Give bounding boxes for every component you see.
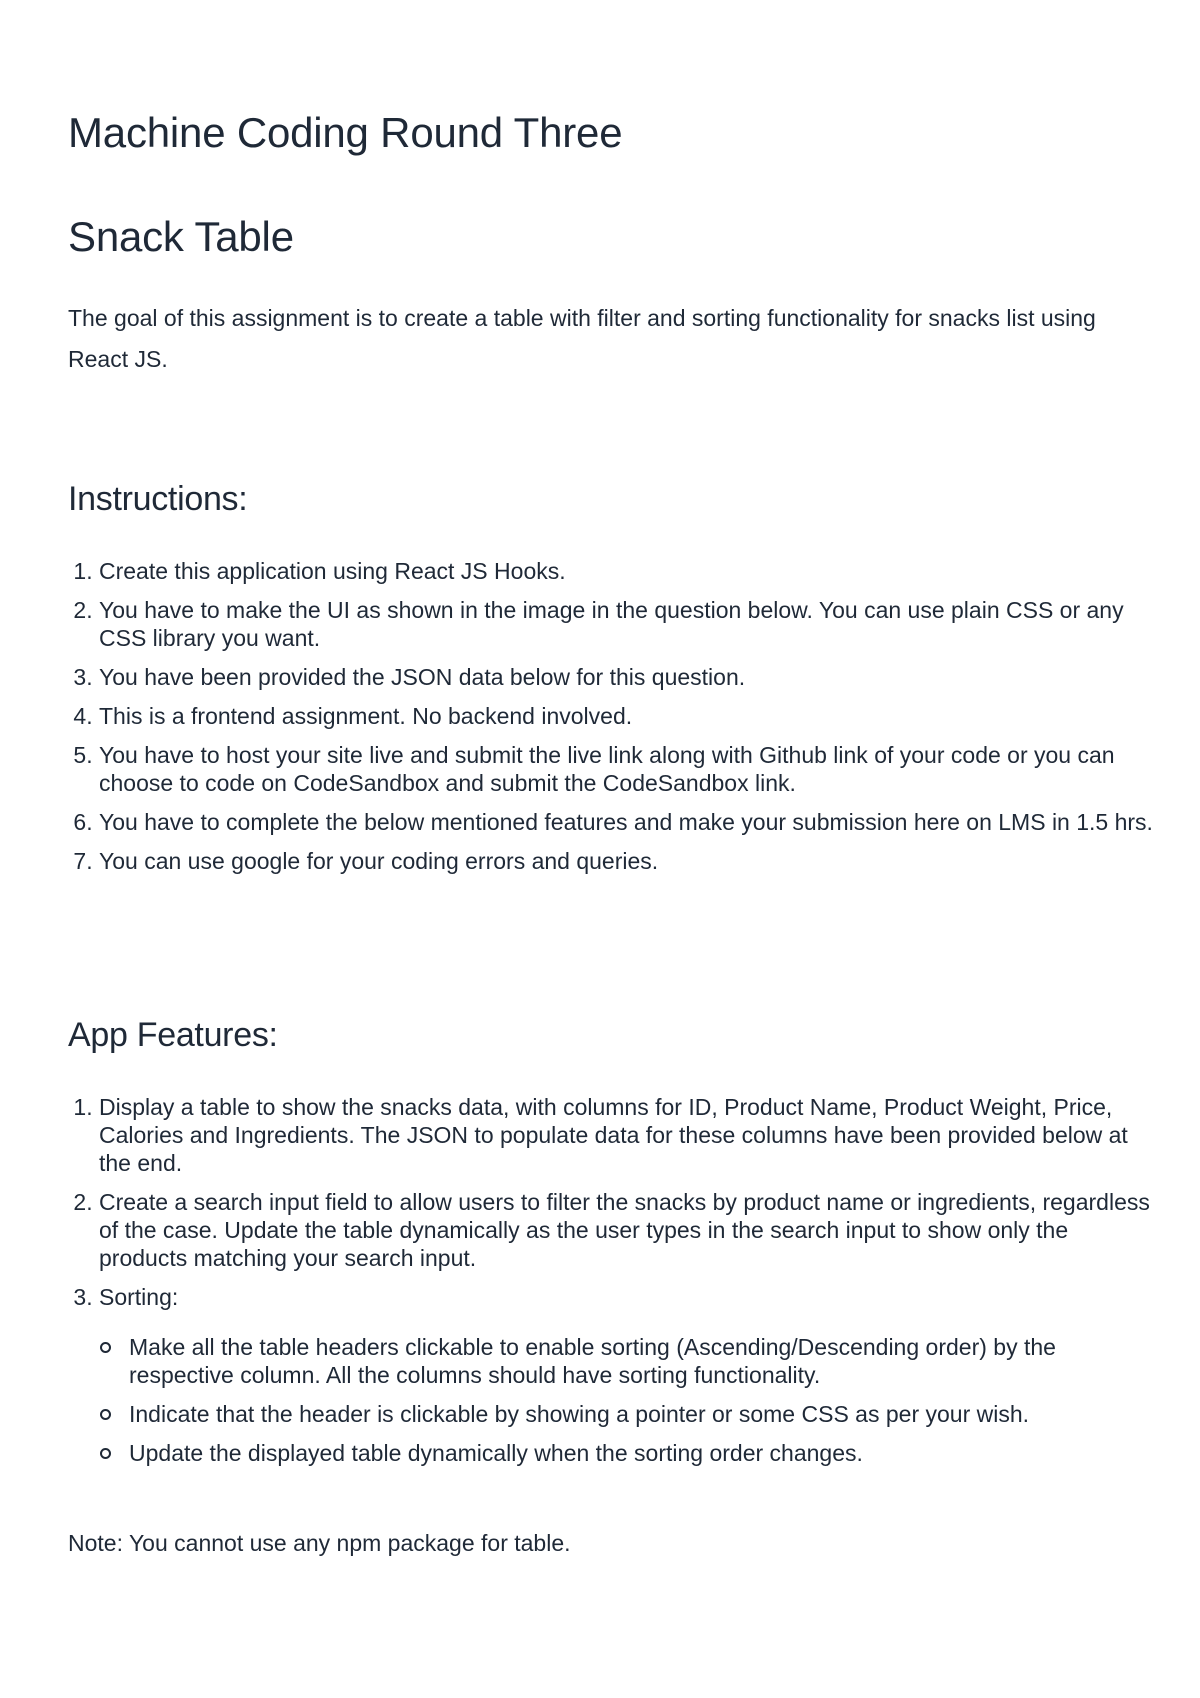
instruction-item: 7. You can use google for your coding errors and queries. [99, 847, 1159, 875]
page-subtitle: Snack Table [68, 213, 294, 260]
instruction-item: 3. You have been provided the JSON data below for this question. [99, 663, 1159, 691]
instructions-heading: Instructions: [68, 480, 248, 518]
instruction-item: 6. You have to complete the below mentioned features and make your submission here on LMS in 1.5 hrs. [99, 808, 1159, 836]
circle-bullet-icon [100, 1448, 111, 1459]
sorting-subitem [129, 1400, 1159, 1428]
app-features-list [68, 1093, 1159, 1478]
circle-bullet-icon [100, 1342, 111, 1353]
feature-item [99, 1283, 1159, 1467]
feature-item-text: Create a search input field to allow users to filter the snacks by product name or ingredients, regardless of the case. Update the table dynamically as the user types in the search input to show only the products matching your search input. [99, 1189, 1150, 1271]
page-title: Machine Coding Round Three [68, 109, 623, 156]
app-features-heading: App Features: [68, 1016, 278, 1054]
sorting-subitem-text: Make all the table headers clickable to enable sorting (Ascending/Descending order) by the respective column. All the columns should have sorting functionality. [129, 1334, 1056, 1388]
feature-item [99, 1093, 1159, 1177]
feature-item-text: Display a table to show the snacks data, with columns for ID, Product Name, Product Weight, Price, Calories and Ingredients. The JSON to populate data for these columns have been provided below at the end. [99, 1094, 1128, 1176]
sorting-sublist [99, 1333, 1159, 1467]
intro-paragraph: The goal of this assignment is to create a table with filter and sorting functionality for snacks list using React JS. [68, 305, 1096, 372]
feature-item-text: Sorting: [99, 1284, 179, 1310]
sorting-subitem [129, 1333, 1159, 1389]
sorting-subitem-text: Update the displayed table dynamically when the sorting order changes. [129, 1440, 863, 1466]
note-text: Note: You cannot use any npm package for table. [68, 1530, 571, 1556]
instruction-item: 4. This is a frontend assignment. No backend involved. [99, 702, 1159, 730]
circle-bullet-icon [100, 1409, 111, 1420]
feature-item [99, 1188, 1159, 1272]
instruction-item: 1. Create this application using React JS Hooks. [99, 557, 1159, 585]
instructions-list [68, 557, 1159, 886]
instruction-item: 2. You have to make the UI as shown in the image in the question below. You can use plain CSS or any CSS library you want. [99, 596, 1159, 652]
sorting-subitem [129, 1439, 1159, 1467]
sorting-subitem-text: Indicate that the header is clickable by showing a pointer or some CSS as per your wish. [129, 1401, 1030, 1427]
instruction-item: 5. You have to host your site live and submit the live link along with Github link of your code or you can choose to code on CodeSandbox and submit the CodeSandbox link. [99, 741, 1159, 797]
